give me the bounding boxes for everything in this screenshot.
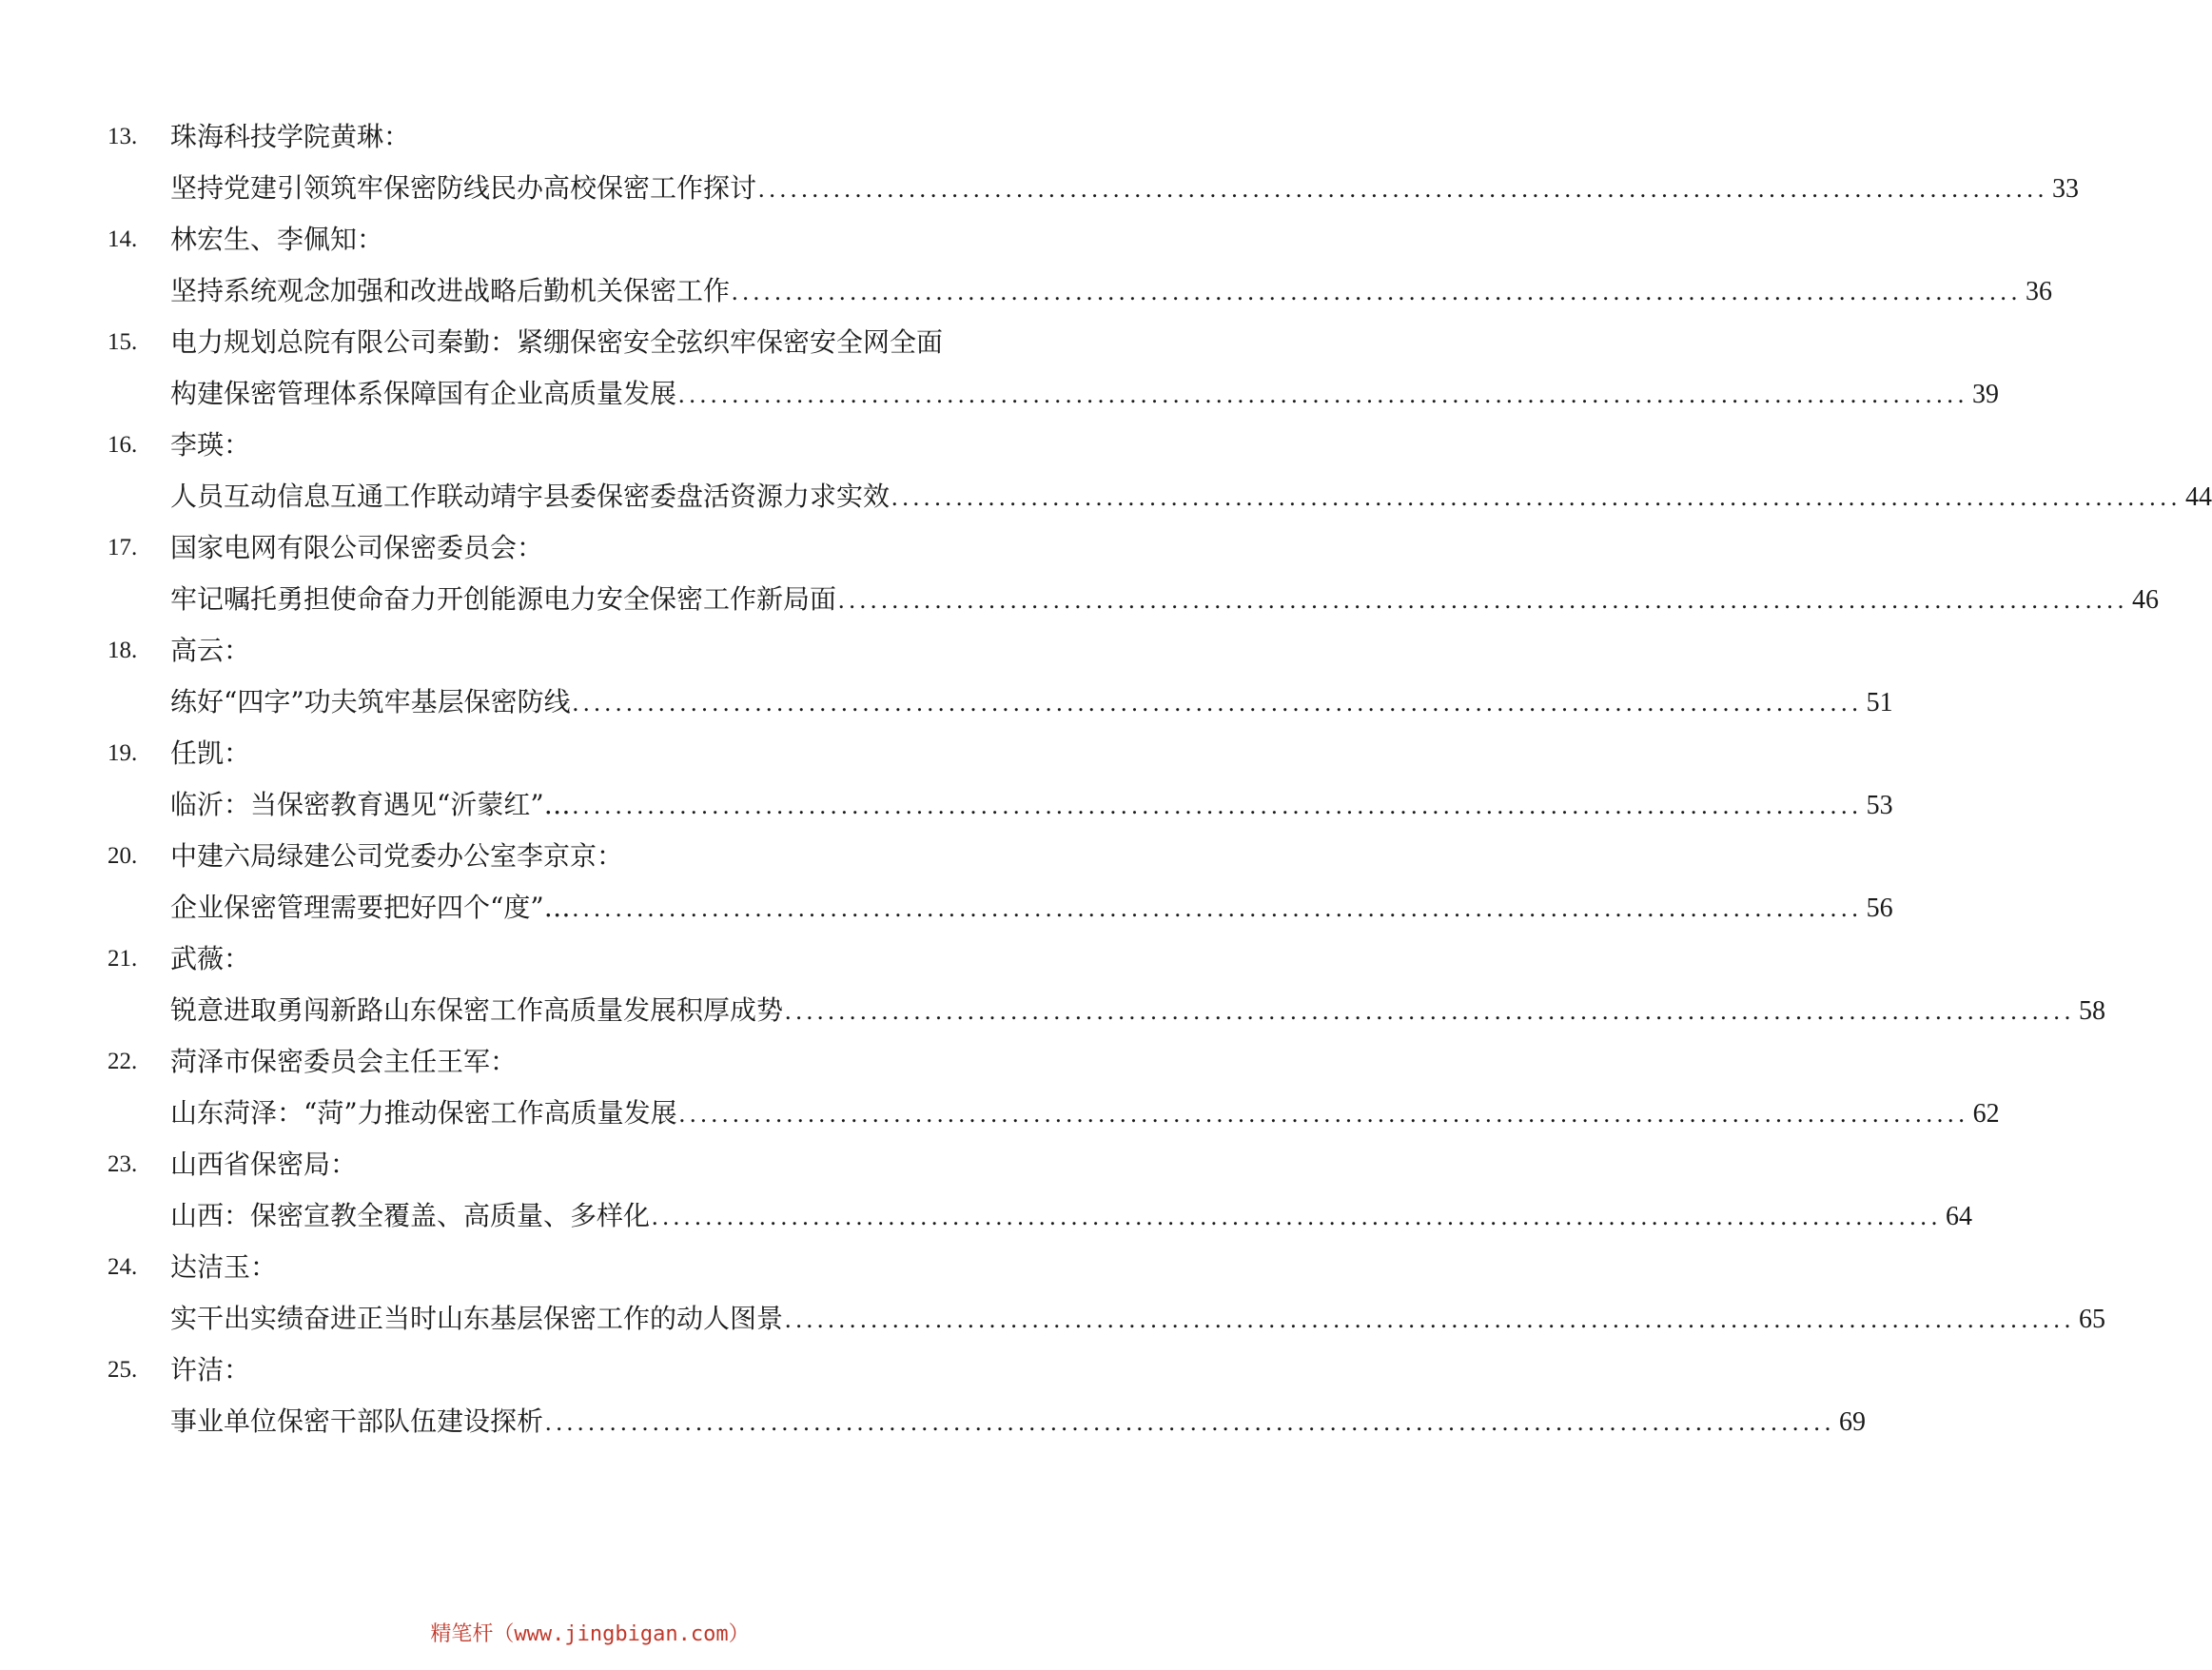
entry-title[interactable]: 锐意进取勇闯新路山东保密工作高质量发展积厚成势 — [170, 994, 784, 1026]
toc-title-line[interactable] — [170, 677, 1893, 728]
toc-title-line[interactable] — [170, 265, 2053, 317]
entry-page-number: 56 — [1866, 894, 1893, 923]
toc-author-line — [0, 111, 1180, 163]
entry-author: 李瑛： — [170, 429, 251, 461]
toc-author-line — [0, 1345, 1180, 1396]
toc-entry — [0, 1345, 1867, 1447]
toc-entry — [0, 625, 1893, 728]
toc-author-line — [0, 522, 1180, 574]
toc-title-line[interactable] — [170, 471, 2212, 522]
toc-author-line — [0, 1242, 1180, 1293]
dot-leader: ........................................................................................................................ — [891, 483, 2183, 511]
entry-page-number: 58 — [2079, 996, 2106, 1026]
toc-title-line[interactable] — [170, 1293, 2106, 1345]
toc-author-line — [0, 1139, 1180, 1190]
toc-entry — [0, 1242, 2106, 1345]
entry-title[interactable]: 坚持系统观念加强和改进战略后勤机关保密工作 — [170, 275, 731, 306]
entry-title[interactable]: 临沂：当保密教育遇见“沂蒙红”… — [170, 789, 571, 820]
table-of-contents — [0, 111, 2212, 1447]
entry-number: 22. — [108, 1049, 138, 1074]
entry-page-number: 39 — [1972, 380, 2000, 409]
entry-number: 13. — [108, 124, 138, 149]
entry-title[interactable]: 山西：保密宣教全覆盖、高质量、多样化 — [170, 1200, 651, 1231]
entry-number: 21. — [108, 946, 138, 972]
entry-title[interactable]: 实干出实绩奋进正当时山东基层保密工作的动人图景 — [170, 1303, 784, 1334]
entry-page-number: 44 — [2185, 482, 2212, 512]
toc-title-line[interactable] — [170, 163, 2080, 214]
dot-leader: ........................................................................................................................ — [572, 792, 1863, 819]
dot-leader: ........................................................................................................................ — [572, 894, 1863, 922]
toc-title-line[interactable] — [170, 985, 2106, 1036]
entry-page-number: 36 — [2026, 277, 2053, 306]
entry-page-number: 53 — [1866, 791, 1893, 820]
entry-number: 19. — [108, 740, 138, 766]
toc-entry — [0, 933, 2106, 1036]
dot-leader: ........................................................................................................................ — [838, 586, 2129, 614]
toc-title-line[interactable] — [170, 574, 2160, 625]
entry-page-number: 64 — [1946, 1202, 1973, 1231]
entry-title[interactable]: 事业单位保密干部队伍建设探析 — [170, 1405, 544, 1437]
entry-author: 电力规划总院有限公司秦勤：紧绷保密安全弦织牢保密安全网全面 — [170, 326, 944, 358]
entry-page-number: 62 — [1972, 1099, 2000, 1129]
entry-number: 25. — [108, 1357, 138, 1383]
toc-author-line — [0, 625, 1180, 677]
toc-title-line[interactable] — [170, 882, 1893, 933]
toc-entry — [0, 420, 2212, 522]
dot-leader: ........................................................................................................................ — [785, 997, 2076, 1025]
toc-entry — [0, 111, 2080, 214]
toc-entry — [0, 317, 2000, 420]
entry-author: 任凯： — [170, 737, 251, 769]
dot-leader: ........................................................................................................................ — [572, 689, 1863, 717]
dot-leader: ........................................................................................................................ — [732, 278, 2023, 305]
entry-number: 23. — [108, 1151, 138, 1177]
toc-author-line — [0, 831, 1180, 882]
toc-entry — [0, 1036, 2000, 1139]
entry-author: 珠海科技学院黄琳： — [170, 121, 411, 152]
entry-number: 16. — [108, 432, 138, 458]
entry-title[interactable]: 坚持党建引领筑牢保密防线民办高校保密工作探讨 — [170, 172, 757, 204]
entry-title[interactable]: 构建保密管理体系保障国有企业高质量发展 — [170, 378, 677, 409]
entry-number: 15. — [108, 329, 138, 355]
toc-title-line[interactable] — [170, 1396, 1867, 1447]
toc-entry — [0, 728, 1893, 831]
entry-page-number: 46 — [2132, 585, 2160, 615]
entry-title[interactable]: 练好“四字”功夫筑牢基层保密防线 — [170, 686, 571, 717]
toc-entry — [0, 831, 1893, 933]
entry-author: 达洁玉： — [170, 1251, 278, 1283]
dot-leader: ........................................................................................................................ — [678, 1100, 1969, 1128]
toc-author-line — [0, 1036, 1180, 1088]
toc-author-line — [0, 317, 1180, 368]
entry-number: 18. — [108, 638, 138, 663]
toc-author-line — [0, 933, 1180, 985]
entry-author: 武薇： — [170, 943, 251, 974]
entry-page-number: 51 — [1866, 688, 1893, 717]
entry-title[interactable]: 牢记嘱托勇担使命奋力开创能源电力安全保密工作新局面 — [170, 583, 837, 615]
toc-author-line — [0, 420, 1180, 471]
toc-author-line — [0, 728, 1180, 779]
toc-title-line[interactable] — [170, 1088, 2000, 1139]
toc-title-line[interactable] — [170, 1190, 1973, 1242]
entry-author: 许洁： — [170, 1354, 251, 1385]
dot-leader: ........................................................................................................................ — [652, 1203, 1943, 1230]
dot-leader: ........................................................................................................................ — [545, 1408, 1836, 1436]
toc-title-line[interactable] — [170, 779, 1893, 831]
entry-author: 林宏生、李佩知： — [170, 224, 384, 255]
entry-page-number: 33 — [2052, 174, 2080, 204]
entry-title[interactable]: 企业保密管理需要把好四个“度”… — [170, 892, 571, 923]
dot-leader: ........................................................................................................................ — [758, 175, 2049, 203]
entry-number: 24. — [108, 1254, 138, 1280]
toc-entry — [0, 1139, 1973, 1242]
entry-number: 20. — [108, 843, 138, 869]
toc-author-line — [0, 214, 1180, 265]
entry-author: 国家电网有限公司保密委员会： — [170, 532, 544, 563]
dot-leader: ........................................................................................................................ — [678, 381, 1969, 408]
footer-watermark: 精笔杆（www.jingbigan.com） — [430, 1622, 750, 1646]
entry-number: 17. — [108, 535, 138, 560]
entry-page-number: 65 — [2079, 1305, 2106, 1334]
entry-author: 山西省保密局： — [170, 1149, 358, 1180]
entry-author: 菏泽市保密委员会主任王军： — [170, 1046, 518, 1077]
entry-number: 14. — [108, 226, 138, 252]
entry-author: 中建六局绿建公司党委办公室李京京： — [170, 840, 624, 872]
toc-entry — [0, 214, 2053, 317]
toc-entry — [0, 522, 2160, 625]
entry-page-number: 69 — [1839, 1407, 1867, 1437]
dot-leader: ........................................................................................................................ — [785, 1306, 2076, 1333]
entry-title[interactable]: 人员互动信息互通工作联动靖宇县委保密委盘活资源力求实效 — [170, 481, 891, 512]
toc-title-line[interactable] — [170, 368, 2000, 420]
entry-title[interactable]: 山东菏泽：“菏”力推动保密工作高质量发展 — [170, 1097, 677, 1129]
entry-author: 高云： — [170, 635, 251, 666]
